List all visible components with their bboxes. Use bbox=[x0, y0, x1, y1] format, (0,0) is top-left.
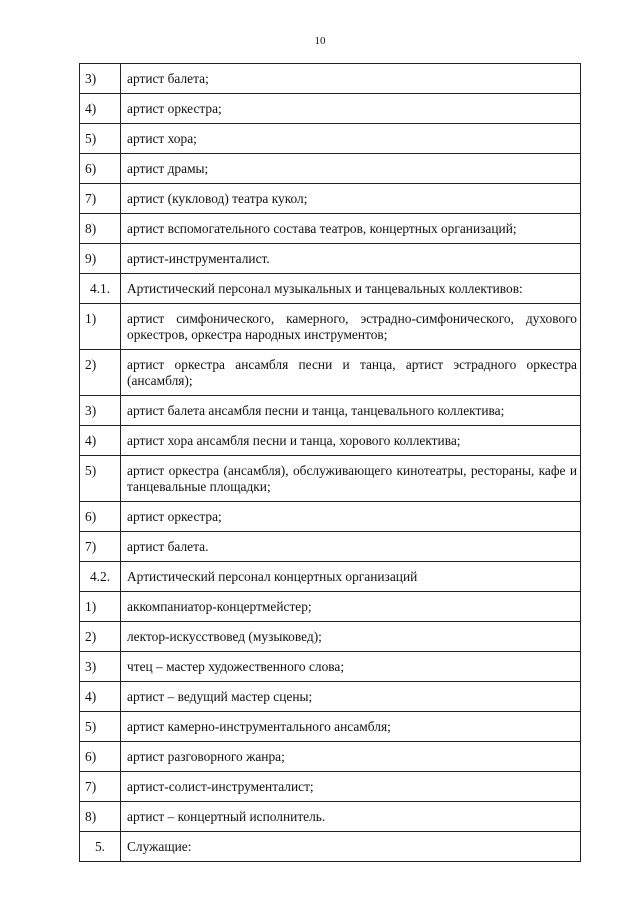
table-row bbox=[80, 244, 581, 274]
row-number: 3) bbox=[80, 396, 121, 426]
row-number: 1) bbox=[80, 304, 121, 350]
row-number: 7) bbox=[80, 184, 121, 214]
row-number: 8) bbox=[80, 214, 121, 244]
section-number: 5. bbox=[80, 832, 121, 862]
table-row bbox=[80, 396, 581, 426]
row-text: артист – ведущий мастер сцены; bbox=[121, 682, 581, 712]
table-row bbox=[80, 502, 581, 532]
row-number: 6) bbox=[80, 502, 121, 532]
row-text: артист хора ансамбля песни и танца, хорового коллектива; bbox=[121, 426, 581, 456]
row-number: 2) bbox=[80, 350, 121, 396]
table-row bbox=[80, 184, 581, 214]
row-text: артист хора; bbox=[121, 124, 581, 154]
row-number: 1) bbox=[80, 592, 121, 622]
row-text: артист симфонического, камерного, эстрадно-симфонического, духового оркестров, оркестра народных инструментов; bbox=[121, 304, 581, 350]
row-number: 4) bbox=[80, 682, 121, 712]
table-row bbox=[80, 94, 581, 124]
row-number: 5) bbox=[80, 456, 121, 502]
section-number: 4.2. bbox=[80, 562, 121, 592]
section-row bbox=[80, 274, 581, 304]
section-row bbox=[80, 562, 581, 592]
table-row bbox=[80, 214, 581, 244]
table-row bbox=[80, 652, 581, 682]
row-text: артист балета ансамбля песни и танца, танцевального коллектива; bbox=[121, 396, 581, 426]
row-text: артист камерно-инструментального ансамбля; bbox=[121, 712, 581, 742]
row-text: артист оркестра; bbox=[121, 94, 581, 124]
row-number: 5) bbox=[80, 712, 121, 742]
table-row bbox=[80, 592, 581, 622]
table-row bbox=[80, 622, 581, 652]
table-row bbox=[80, 350, 581, 396]
table-row bbox=[80, 532, 581, 562]
table-row bbox=[80, 802, 581, 832]
page-number: 10 bbox=[314, 35, 326, 47]
row-number: 7) bbox=[80, 532, 121, 562]
table-row bbox=[80, 772, 581, 802]
table-row bbox=[80, 426, 581, 456]
row-text: артист оркестра ансамбля песни и танца, артист эстрадного оркестра (ансамбля); bbox=[121, 350, 581, 396]
row-text: артист вспомогательного состава театров, концертных организаций; bbox=[121, 214, 581, 244]
row-number: 5) bbox=[80, 124, 121, 154]
row-text: артист (кукловод) театра кукол; bbox=[121, 184, 581, 214]
row-number: 3) bbox=[80, 652, 121, 682]
table-row bbox=[80, 682, 581, 712]
section-row bbox=[80, 832, 581, 862]
row-number: 2) bbox=[80, 622, 121, 652]
table-row bbox=[80, 304, 581, 350]
table-row bbox=[80, 742, 581, 772]
table-row bbox=[80, 712, 581, 742]
row-number: 8) bbox=[80, 802, 121, 832]
row-text: лектор-искусствовед (музыковед); bbox=[121, 622, 581, 652]
section-heading: Артистический персонал концертных организаций bbox=[121, 562, 581, 592]
row-text: артист балета. bbox=[121, 532, 581, 562]
row-text: артист оркестра; bbox=[121, 502, 581, 532]
section-number: 4.1. bbox=[80, 274, 121, 304]
row-number: 3) bbox=[80, 64, 121, 94]
row-number: 4) bbox=[80, 426, 121, 456]
row-number: 6) bbox=[80, 742, 121, 772]
row-number: 4) bbox=[80, 94, 121, 124]
section-heading: Артистический персонал музыкальных и танцевальных коллективов: bbox=[121, 274, 581, 304]
row-text: чтец – мастер художественного слова; bbox=[121, 652, 581, 682]
row-text: артист-инструменталист. bbox=[121, 244, 581, 274]
table-row bbox=[80, 456, 581, 502]
row-number: 7) bbox=[80, 772, 121, 802]
row-number: 9) bbox=[80, 244, 121, 274]
occupations-table bbox=[79, 63, 581, 862]
row-text: артист-солист-инструменталист; bbox=[121, 772, 581, 802]
row-text: артист драмы; bbox=[121, 154, 581, 184]
section-heading: Служащие: bbox=[121, 832, 581, 862]
table-row bbox=[80, 154, 581, 184]
row-text: аккомпаниатор-концертмейстер; bbox=[121, 592, 581, 622]
table-row bbox=[80, 124, 581, 154]
row-text: артист балета; bbox=[121, 64, 581, 94]
table-row bbox=[80, 64, 581, 94]
row-text: артист оркестра (ансамбля), обслуживающего кинотеатры, рестораны, кафе и танцевальные площадки; bbox=[121, 456, 581, 502]
row-number: 6) bbox=[80, 154, 121, 184]
row-text: артист – концертный исполнитель. bbox=[121, 802, 581, 832]
row-text: артист разговорного жанра; bbox=[121, 742, 581, 772]
